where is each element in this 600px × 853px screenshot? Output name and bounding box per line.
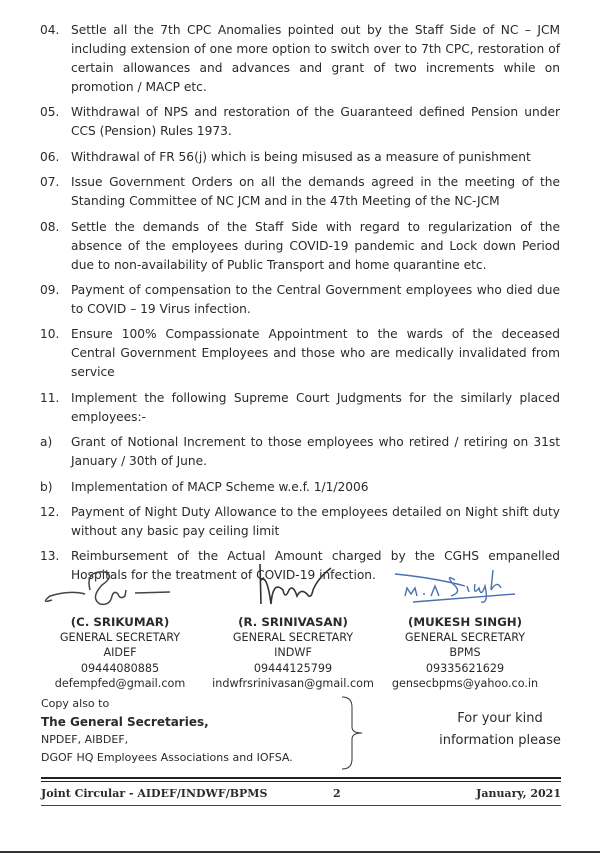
- item-text: Payment of Night Duty Allowance to the employees detailed on Night shift duty without any basic pay ceiling limit: [71, 504, 560, 538]
- item-text: Withdrawal of NPS and restoration of the Guaranteed defined Pension under CCS (Pension) Rules 1973.: [71, 105, 560, 139]
- list-item: [40, 389, 560, 427]
- signatory-3: [375, 560, 555, 691]
- signatory-phone: 09335621629: [425, 661, 505, 675]
- footer-page-number: 2: [332, 787, 341, 800]
- signatory-title: GENERAL SECRETARY: [232, 631, 354, 645]
- item-text: Ensure 100% Compassionate Appointment to the wards of the deceased Central Government Employees and those who are medically invalidated from service: [71, 327, 560, 380]
- item-number: 06.: [40, 149, 60, 164]
- copy-heading: The General Secretaries,: [41, 715, 209, 729]
- item-number: b): [40, 479, 53, 494]
- item-number: 08.: [40, 219, 60, 234]
- signatory-phone: 09444080885: [80, 661, 160, 675]
- copy-line-1: NPDEF, AIBDEF,: [41, 733, 129, 746]
- list-item: [40, 503, 560, 541]
- signatory-email: defempfed@gmail.com: [54, 676, 186, 690]
- item-number: a): [40, 435, 53, 450]
- item-number: 05.: [40, 105, 60, 120]
- item-text: Settle the demands of the Staff Side with regard to regularization of the absence of the employees during COVID-19 pandemic and Lock down Period due to non-availability of Public Transport and home quarantine etc.: [71, 219, 560, 272]
- item-text: Payment of compensation to the Central Government employees who died due to COVID – 19 Virus infection.: [71, 282, 560, 316]
- info-note-line-1: For your kind: [457, 711, 543, 726]
- signatory-2: [203, 560, 383, 691]
- footer-bottom-rule: [41, 805, 561, 806]
- signatory-org: AIDEF: [103, 646, 137, 660]
- signatory-org: BPMS: [449, 646, 481, 660]
- item-text: Implement the following Supreme Court Judgments for the similarly placed employees:-: [71, 390, 560, 424]
- item-number: 10.: [40, 327, 60, 342]
- info-note: [430, 708, 570, 752]
- footer-circular-title: Joint Circular - AIDEF/INDWF/BPMS: [41, 787, 268, 800]
- item-text: Withdrawal of FR 56(j) which is being misused as a measure of punishment: [71, 149, 531, 164]
- curly-brace-icon: [338, 695, 368, 771]
- list-item: [40, 325, 560, 382]
- signatory-name: (C. SRIKUMAR): [70, 615, 170, 629]
- item-text: Reimbursement of the Actual Amount charged by the CGHS empanelled Hospitals for the treatment of COVID-19 infection.: [71, 549, 560, 583]
- item-number: 13.: [40, 549, 60, 564]
- list-item: [40, 433, 560, 471]
- item-text: Settle all the 7th CPC Anomalies pointed out by the Staff Side of NC – JCM including extension of one more option to switch over to 7th CPC, restoration of certain allowances and advances and grant of two increments while on promotion / MACP etc.: [71, 23, 560, 94]
- copy-line-2: DGOF HQ Employees Associations and IOFSA.: [41, 751, 293, 764]
- list-item: [40, 103, 560, 141]
- signature-singh-icon: [375, 560, 555, 610]
- list-item: [40, 148, 560, 167]
- signatory-phone: 09444125799: [253, 661, 333, 675]
- signatory-1: [30, 560, 210, 691]
- item-number: 04.: [40, 23, 60, 37]
- item-text: Implementation of MACP Scheme w.e.f. 1/1/2006: [71, 479, 369, 494]
- list-item: [40, 21, 560, 97]
- footer-date: January, 2021: [476, 787, 561, 800]
- item-number: 12.: [40, 504, 60, 519]
- signature-srikumar-icon: [30, 560, 210, 610]
- item-text: Issue Government Orders on all the demands agreed in the meeting of the Standing Committee of NC JCM and in the 47th Meeting of the NC-JCM: [71, 175, 560, 209]
- signatory-email: gensecbpms@yahoo.co.in: [391, 676, 539, 690]
- signature-srinivasan-icon: [203, 560, 383, 610]
- info-note-line-2: information please: [439, 733, 561, 748]
- item-text: Grant of Notional Increment to those employees who retired / retiring on 31st January / 30th of June.: [71, 435, 560, 469]
- demands-list: [40, 21, 560, 592]
- signatory-name: (R. SRINIVASAN): [238, 615, 348, 629]
- signatory-name: (MUKESH SINGH): [407, 615, 523, 629]
- list-item: [40, 478, 560, 497]
- signatory-title: GENERAL SECRETARY: [59, 631, 181, 645]
- item-number: 07.: [40, 175, 60, 190]
- copy-to-block: [41, 695, 293, 767]
- signatory-title: GENERAL SECRETARY: [404, 631, 526, 645]
- signatory-org: INDWF: [274, 646, 312, 660]
- signature-block: [40, 560, 560, 690]
- list-item: [40, 281, 560, 319]
- copy-intro: Copy also to: [41, 697, 110, 710]
- list-item: [40, 173, 560, 211]
- page-footer: [41, 777, 561, 806]
- signatory-email: indwfrsrinivasan@gmail.com: [212, 676, 374, 690]
- list-item: [40, 218, 560, 275]
- item-number: 09.: [40, 282, 60, 297]
- item-number: 11.: [40, 390, 60, 405]
